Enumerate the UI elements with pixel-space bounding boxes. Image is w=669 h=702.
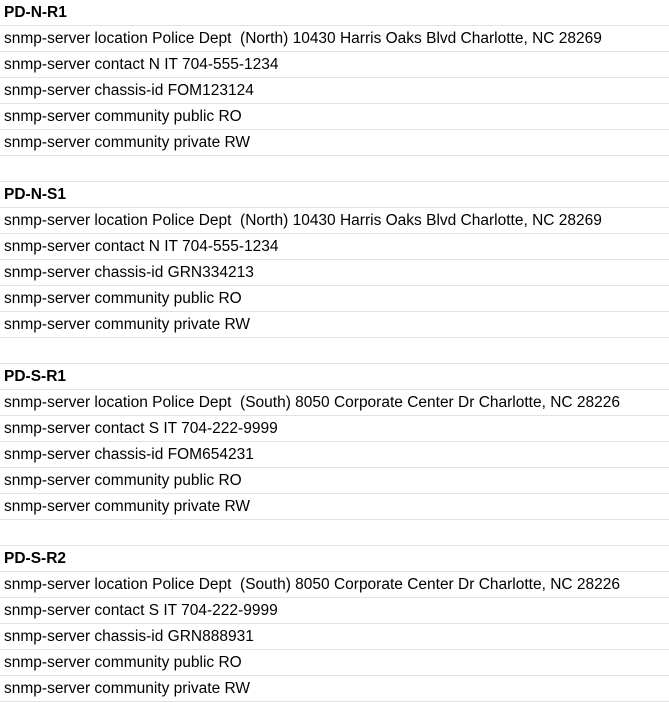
blank-row[interactable] — [0, 338, 669, 364]
config-line-community-public[interactable]: snmp-server community public RO — [0, 650, 669, 676]
blank-row[interactable] — [0, 520, 669, 546]
config-line-community-private[interactable]: snmp-server community private RW — [0, 312, 669, 338]
blank-row[interactable] — [0, 156, 669, 182]
config-line-community-private[interactable]: snmp-server community private RW — [0, 676, 669, 702]
config-line-location[interactable]: snmp-server location Police Dept (South) 8050 Corporate Center Dr Charlotte, NC 28226 — [0, 390, 669, 416]
config-line-chassis-id[interactable]: snmp-server chassis-id GRN888931 — [0, 624, 669, 650]
config-line-community-public[interactable]: snmp-server community public RO — [0, 468, 669, 494]
config-line-contact[interactable]: snmp-server contact N IT 704-555-1234 — [0, 234, 669, 260]
config-line-location[interactable]: snmp-server location Police Dept (North) 10430 Harris Oaks Blvd Charlotte, NC 28269 — [0, 208, 669, 234]
config-line-location[interactable]: snmp-server location Police Dept (South) 8050 Corporate Center Dr Charlotte, NC 28226 — [0, 572, 669, 598]
config-line-community-private[interactable]: snmp-server community private RW — [0, 130, 669, 156]
config-line-community-public[interactable]: snmp-server community public RO — [0, 104, 669, 130]
config-line-community-private[interactable]: snmp-server community private RW — [0, 494, 669, 520]
section-header-pd-s-r2[interactable]: PD-S-R2 — [0, 546, 669, 572]
config-line-chassis-id[interactable]: snmp-server chassis-id GRN334213 — [0, 260, 669, 286]
config-line-contact[interactable]: snmp-server contact S IT 704-222-9999 — [0, 598, 669, 624]
config-line-contact[interactable]: snmp-server contact N IT 704-555-1234 — [0, 52, 669, 78]
section-header-pd-n-r1[interactable]: PD-N-R1 — [0, 0, 669, 26]
config-line-chassis-id[interactable]: snmp-server chassis-id FOM654231 — [0, 442, 669, 468]
config-line-location[interactable]: snmp-server location Police Dept (North) 10430 Harris Oaks Blvd Charlotte, NC 28269 — [0, 26, 669, 52]
config-line-community-public[interactable]: snmp-server community public RO — [0, 286, 669, 312]
config-line-chassis-id[interactable]: snmp-server chassis-id FOM123124 — [0, 78, 669, 104]
section-header-pd-n-s1[interactable]: PD-N-S1 — [0, 182, 669, 208]
section-header-pd-s-r1[interactable]: PD-S-R1 — [0, 364, 669, 390]
config-line-contact[interactable]: snmp-server contact S IT 704-222-9999 — [0, 416, 669, 442]
